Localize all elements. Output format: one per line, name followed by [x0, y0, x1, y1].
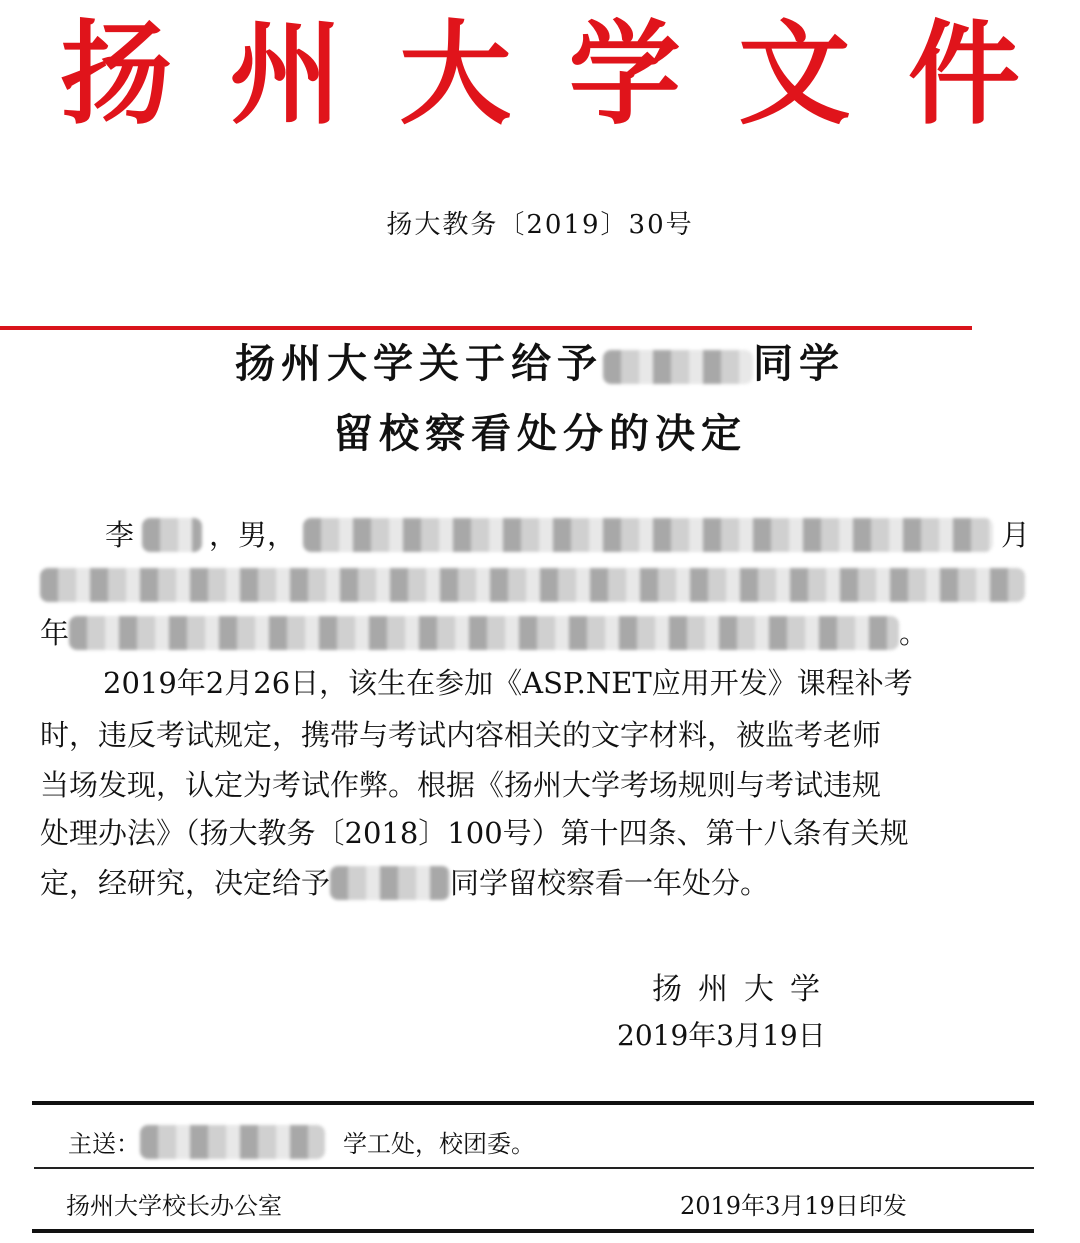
cc-label: 主送：	[68, 1130, 140, 1158]
body-line: 时，违反考试规定，携带与考试内容相关的文字材料，被监考老师	[40, 718, 882, 752]
masthead-char: 件	[907, 9, 1020, 140]
redacted-text	[69, 616, 899, 650]
body-line	[40, 608, 1030, 658]
title-line-1	[0, 332, 1080, 389]
title-line-2: 留校察看处分的决定	[333, 410, 747, 457]
document-number: 扬大教务〔2019〕30号	[386, 210, 694, 240]
redacted-text	[40, 568, 1025, 602]
masthead-char: 文	[738, 9, 851, 140]
issuer: 扬州大学校长办公室	[66, 1192, 282, 1220]
title-text: 同学	[753, 340, 845, 387]
footer-rule	[32, 1229, 1034, 1233]
cc-recipients: 学工处，校团委。	[343, 1130, 535, 1158]
issue-date: 2019年3月19日印发	[680, 1192, 907, 1220]
masthead-char: 州	[229, 9, 342, 140]
body-line: 2019年2月26日，该生在参加《ASP.NET应用开发》课程补考	[103, 666, 913, 700]
body-text: 。	[899, 616, 929, 650]
signature-org: 扬州大学	[652, 972, 836, 1007]
body-text: 年	[40, 616, 70, 650]
red-divider	[0, 326, 972, 330]
body-text: 同学留校察看一年处分。	[450, 866, 770, 900]
masthead-char: 学	[568, 9, 681, 140]
footer-rule	[32, 1101, 1034, 1105]
body-line	[40, 560, 1030, 610]
masthead-char: 扬	[60, 9, 172, 140]
body-text: ，男，	[208, 518, 296, 552]
redacted-text	[303, 518, 993, 552]
masthead-title	[60, 10, 1020, 140]
body-text: 月	[1000, 518, 1030, 552]
redacted-name	[330, 866, 450, 900]
cc-line	[68, 1124, 535, 1159]
redacted-text	[142, 518, 202, 552]
body-line	[105, 510, 1030, 560]
body-line	[40, 858, 1030, 908]
body-line: 当场发现，认定为考试作弊。根据《扬州大学考场规则与考试违规	[40, 768, 882, 802]
body-text: 李	[105, 518, 135, 552]
signature-date: 2019年3月19日	[617, 1019, 826, 1052]
body-text: 定，经研究，决定给予	[40, 866, 331, 900]
redacted-text	[140, 1125, 325, 1159]
masthead-char: 大	[399, 9, 512, 140]
footer-rule	[34, 1167, 1034, 1169]
body-line: 处理办法》（扬大教务〔2018〕100号）第十四条、第十八条有关规	[40, 816, 909, 850]
title-text: 扬州大学关于给予	[235, 340, 603, 387]
redacted-name	[603, 350, 753, 384]
